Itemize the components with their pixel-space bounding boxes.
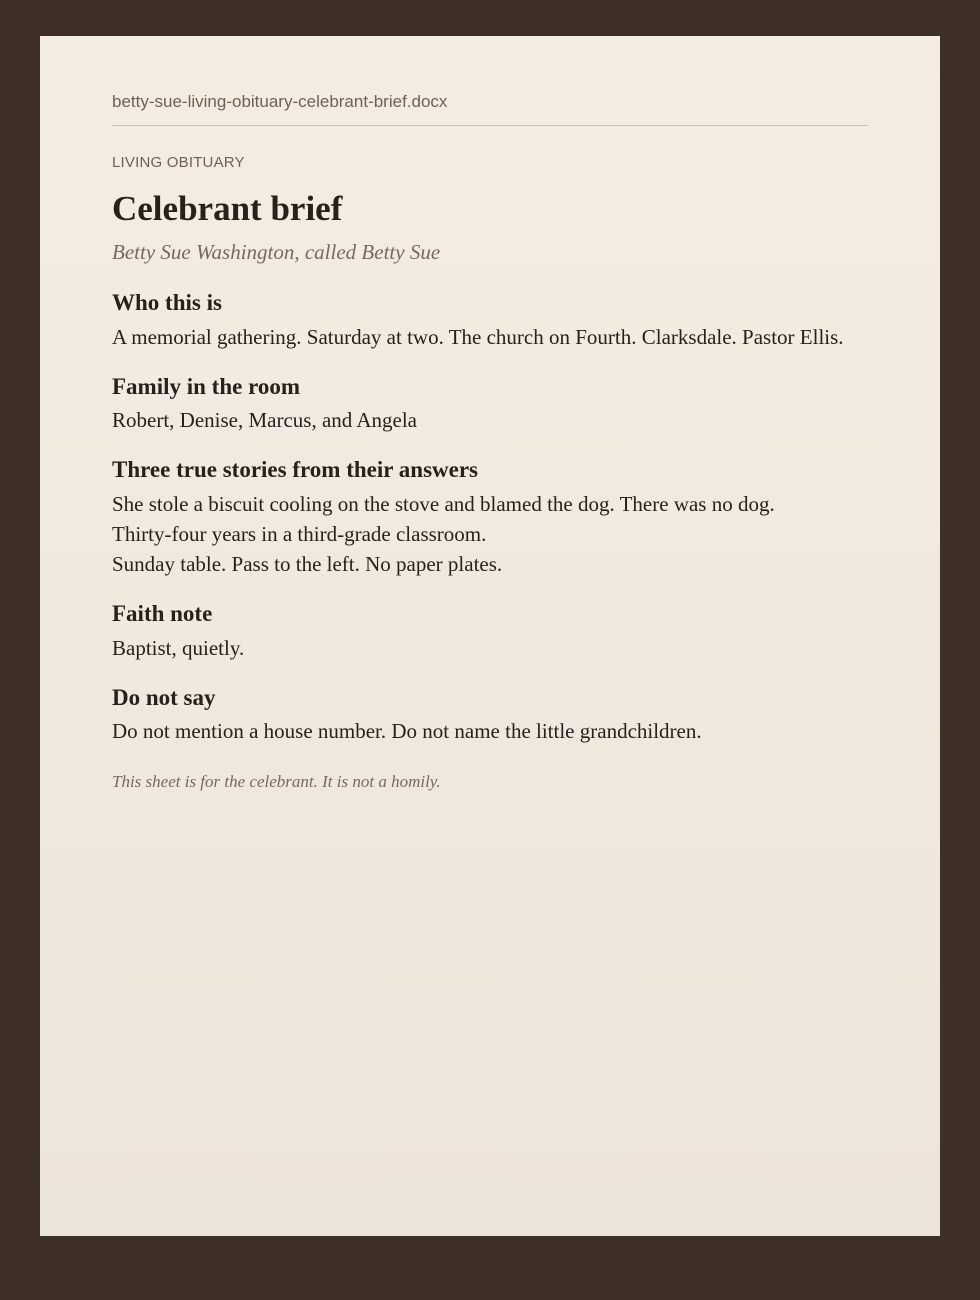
story-line: Sunday table. Pass to the left. No paper plates. [112,551,503,576]
story-line: She stole a biscuit cooling on the stove and blamed the dog. There was no dog. [112,491,775,516]
section-three-true-stories [112,456,868,579]
story-line: Thirty-four years in a third-grade classroom. [112,521,487,546]
section-heading: Three true stories from their answers [112,457,479,483]
document-filename: betty-sue-living-obituary-celebrant-brief.docx [112,92,868,126]
section-heading: Who this is [112,290,222,316]
section-faith-note [112,600,868,663]
section-text: Baptist, quietly. [112,635,245,660]
section-who-this-is [112,289,868,352]
section-heading: Do not say [112,684,216,710]
section-text: Do not mention a house number. Do not name the little grandchildren. [112,719,702,744]
section-do-not-say [112,684,868,747]
page-subtitle: Betty Sue Washington, called Betty Sue [112,240,441,264]
document-footnote: This sheet is for the celebrant. It is not a homily. [112,772,441,792]
page-title: Celebrant brief [112,189,343,228]
document-kicker: LIVING OBITUARY [112,154,245,171]
section-heading: Faith note [112,600,213,626]
section-text: A memorial gathering. Saturday at two. The church on Fourth. Clarksdale. Pastor Ellis. [112,324,844,349]
document-page [40,36,940,1236]
section-heading: Family in the room [112,373,301,399]
section-text: Robert, Denise, Marcus, and Angela [112,408,418,433]
section-family-in-the-room [112,373,868,436]
section-text [112,489,868,579]
